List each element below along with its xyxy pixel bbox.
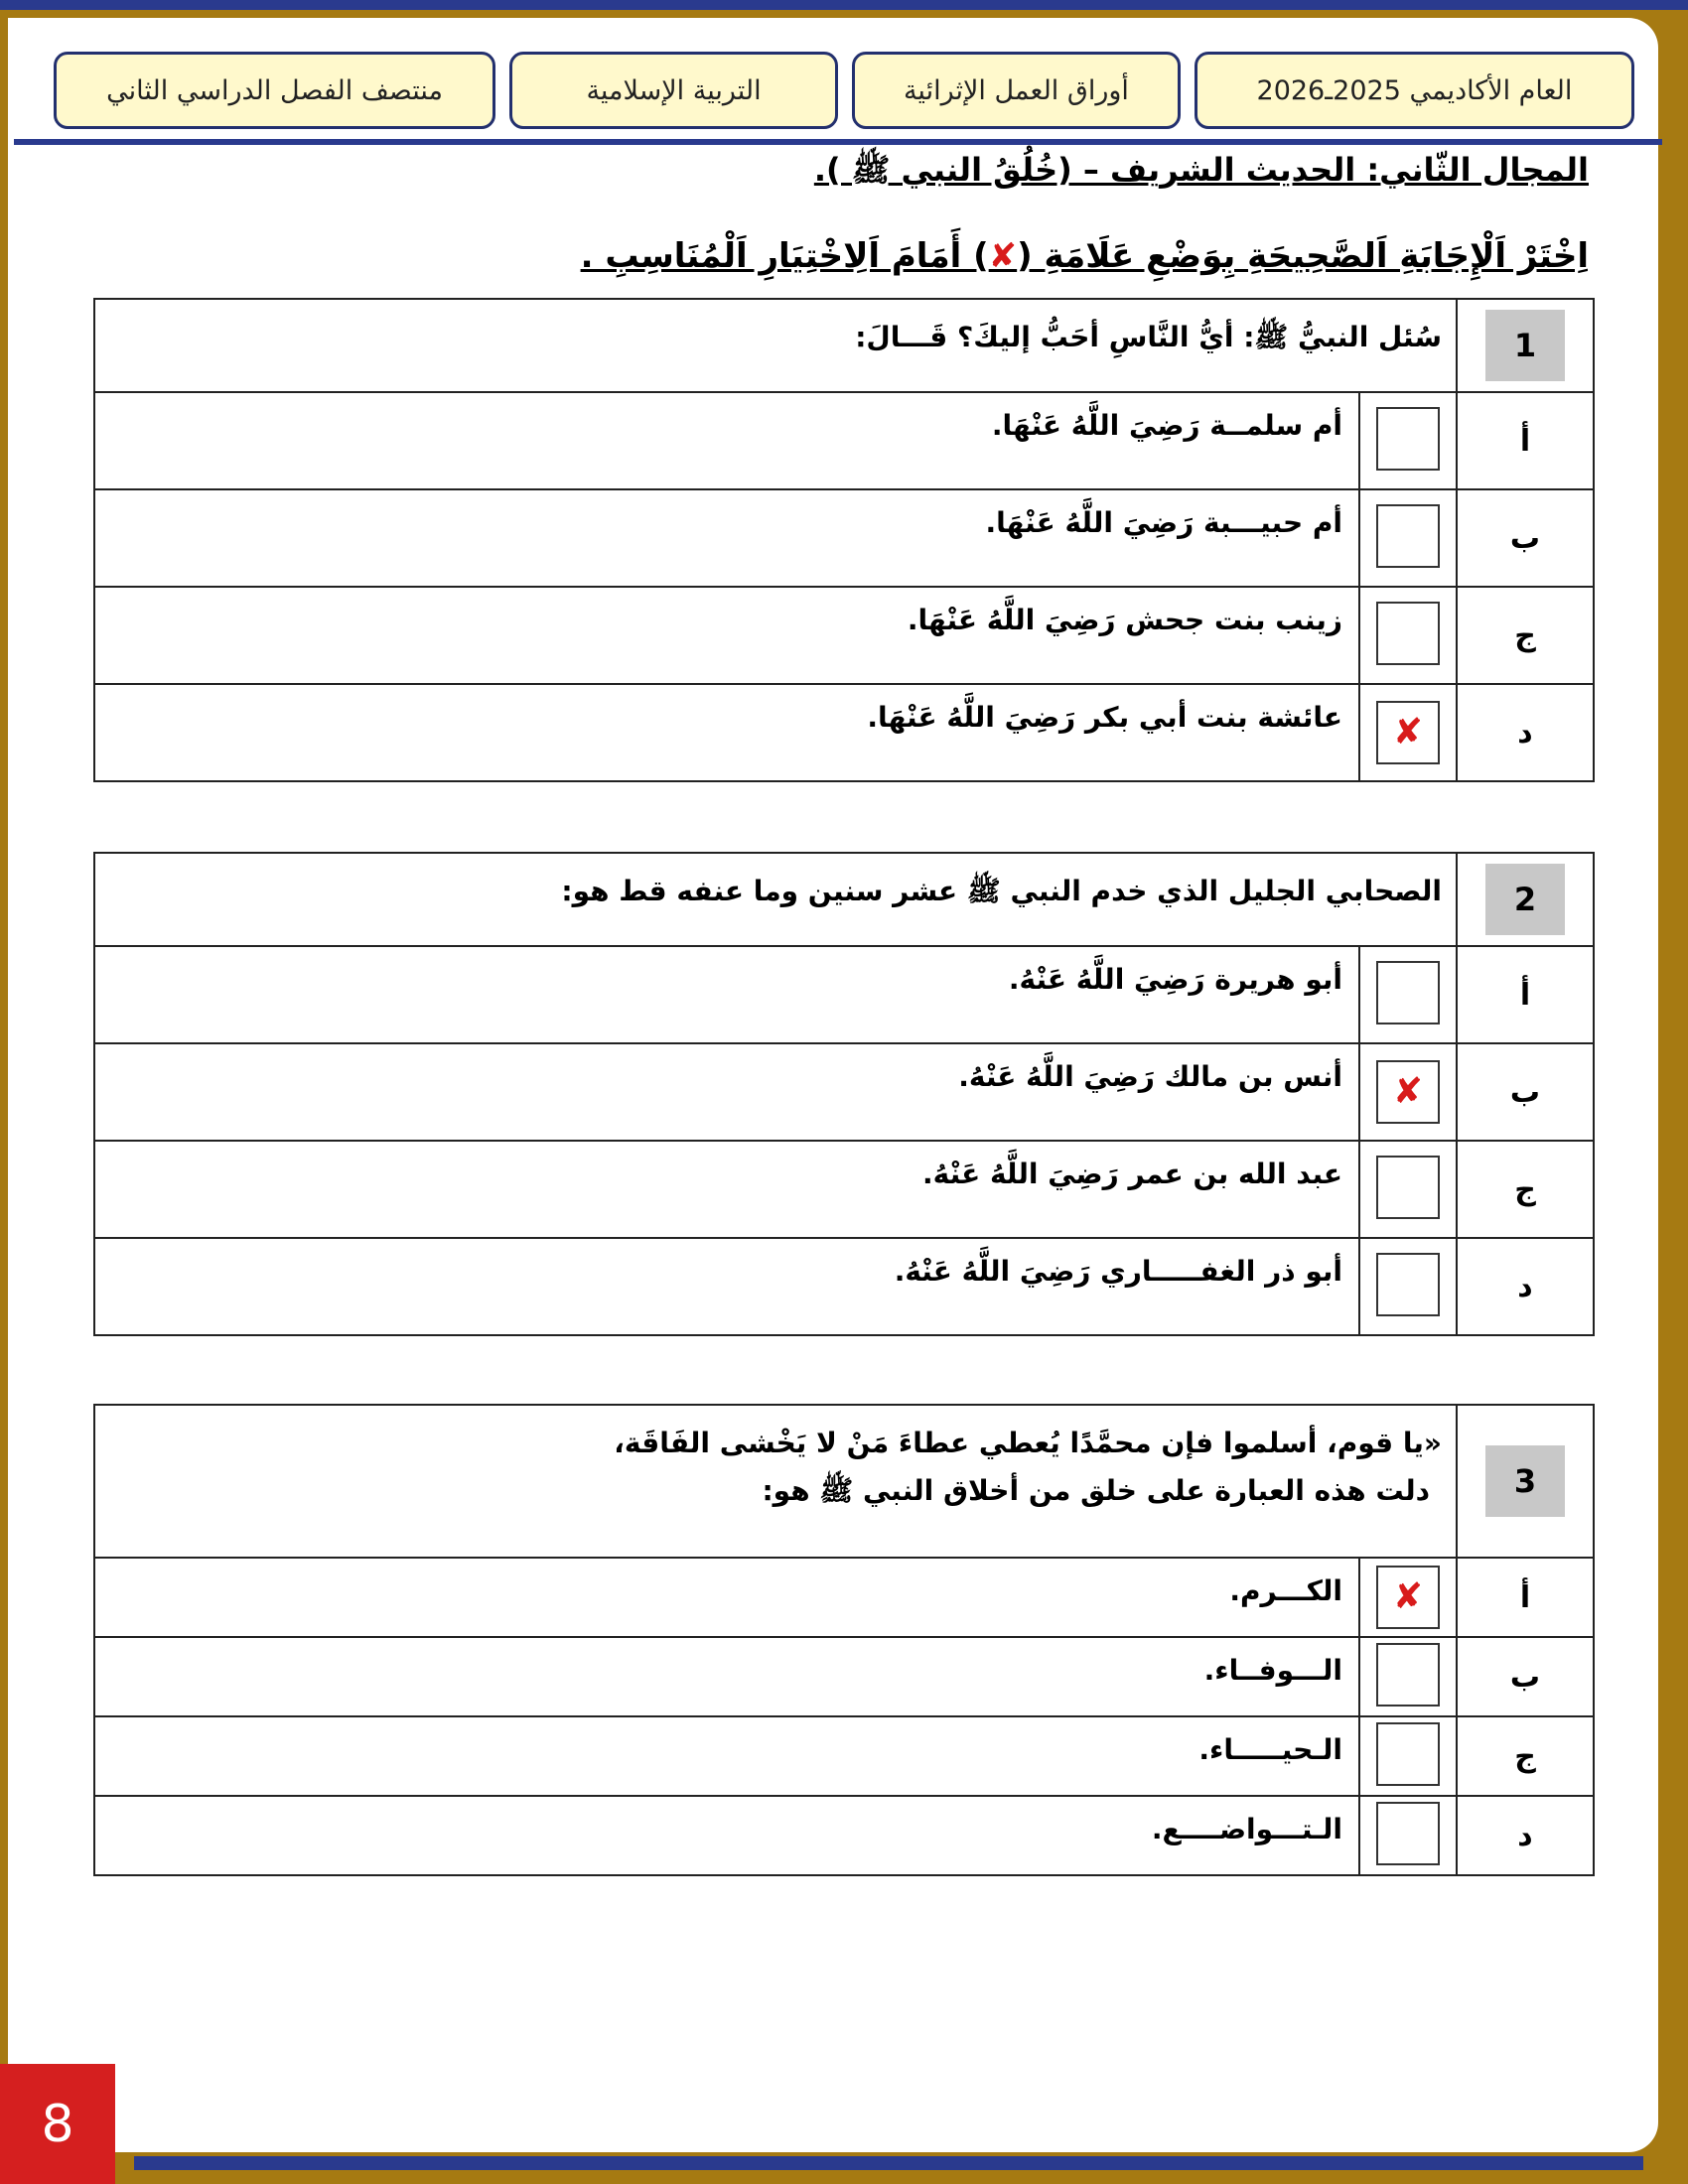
option-letter: أ xyxy=(1457,1558,1594,1637)
option-row xyxy=(94,684,1594,781)
question-number: 1 xyxy=(1485,310,1565,381)
option-row xyxy=(94,392,1594,489)
question-number-cell xyxy=(1457,1405,1594,1558)
option-text: عائشة بنت أبي بكر رَضِيَ اللَّهُ عَنْهَا. xyxy=(94,684,1359,781)
question-text: «يا قوم، أسلموا فإن محمَّدًا يُعطي عطاءَ مَنْ لا يَخْشى الفَاقَة، دلت هذه العبارة على خلق من أخلاق النبي ﷺ هو: xyxy=(94,1405,1457,1558)
option-row xyxy=(94,1637,1594,1716)
answer-checkbox[interactable] xyxy=(1376,1156,1440,1219)
option-letter: ج xyxy=(1457,1716,1594,1796)
subject-box: التربية الإسلامية xyxy=(509,52,838,129)
option-letter: أ xyxy=(1457,392,1594,489)
instruction-before: اِخْتَرْ اَلْإِجَابَةِ اَلصَّحِيحَةِ بِوَضْعِ عَلَامَةِ ( xyxy=(1017,236,1589,276)
answer-checkbox[interactable]: ✘ xyxy=(1376,1566,1440,1629)
option-row xyxy=(94,1238,1594,1335)
question-number-cell xyxy=(1457,853,1594,946)
academic-year-box: العام الأكاديمي 2025ـ2026 xyxy=(1195,52,1634,129)
question-2-table xyxy=(93,852,1595,1336)
question-1-table xyxy=(93,298,1595,782)
option-text: أم سلمــة رَضِيَ اللَّهُ عَنْهَا. xyxy=(94,392,1359,489)
bottom-bar xyxy=(134,2156,1643,2170)
option-row xyxy=(94,587,1594,684)
option-letter: أ xyxy=(1457,946,1594,1043)
term-box: منتصف الفصل الدراسي الثاني xyxy=(54,52,495,129)
question-text: الصحابي الجليل الذي خدم النبي ﷺ عشر سنين وما عنفه قط هو: xyxy=(94,853,1457,946)
answer-checkbox[interactable] xyxy=(1376,602,1440,665)
answer-checkbox[interactable]: ✘ xyxy=(1376,1060,1440,1124)
option-text: زينب بنت جحش رَضِيَ اللَّهُ عَنْهَا. xyxy=(94,587,1359,684)
option-text: أبو هريرة رَضِيَ اللَّهُ عَنْهُ. xyxy=(94,946,1359,1043)
option-letter: ب xyxy=(1457,1637,1594,1716)
page-number: 8 xyxy=(0,2064,115,2184)
option-letter: ج xyxy=(1457,1141,1594,1238)
option-letter: د xyxy=(1457,684,1594,781)
option-text: أبو ذر الغفـــــاري رَضِيَ اللَّهُ عَنْهُ. xyxy=(94,1238,1359,1335)
option-row xyxy=(94,1043,1594,1141)
answer-checkbox[interactable] xyxy=(1376,407,1440,471)
question-number: 2 xyxy=(1485,864,1565,935)
option-row xyxy=(94,946,1594,1043)
x-mark-icon: ✘ xyxy=(988,236,1018,276)
question-number-cell xyxy=(1457,299,1594,392)
option-row xyxy=(94,1796,1594,1875)
question-number: 3 xyxy=(1485,1445,1565,1517)
header-divider xyxy=(14,139,1662,145)
option-text: عبد الله بن عمر رَضِيَ اللَّهُ عَنْهُ. xyxy=(94,1141,1359,1238)
option-letter: ج xyxy=(1457,587,1594,684)
option-row xyxy=(94,1716,1594,1796)
section-title: المجال الثّاني: الحديث الشريف – (خُلُقُ النبي ﷺ ). xyxy=(813,151,1589,189)
answer-checkbox[interactable]: ✘ xyxy=(1376,701,1440,764)
answer-checkbox[interactable] xyxy=(1376,1802,1440,1865)
option-text: الـــوفــاء. xyxy=(94,1637,1359,1716)
header-bar xyxy=(54,52,1634,133)
answer-checkbox[interactable] xyxy=(1376,1722,1440,1786)
option-text: أنس بن مالك رَضِيَ اللَّهُ عَنْهُ. xyxy=(94,1043,1359,1141)
option-text: الـتـــواضــــع. xyxy=(94,1796,1359,1875)
question-3-table xyxy=(93,1404,1595,1876)
option-text: الكـــرم. xyxy=(94,1558,1359,1637)
answer-checkbox[interactable] xyxy=(1376,961,1440,1024)
option-letter: د xyxy=(1457,1238,1594,1335)
worksheets-box: أوراق العمل الإثرائية xyxy=(852,52,1181,129)
option-letter: د xyxy=(1457,1796,1594,1875)
option-letter: ب xyxy=(1457,489,1594,587)
option-text: أم حبيـــبة رَضِيَ اللَّهُ عَنْهَا. xyxy=(94,489,1359,587)
option-letter: ب xyxy=(1457,1043,1594,1141)
answer-checkbox[interactable] xyxy=(1376,1643,1440,1706)
instruction xyxy=(581,236,1589,276)
question-text: سُئل النبيُّ ﷺ: أيُّ النَّاسِ أحَبُّ إليكَ؟ قَـــالَ: xyxy=(94,299,1457,392)
instruction-after: ) أَمَامَ اَلِاخْتِيَارِ اَلْمُنَاسِبِ . xyxy=(580,236,989,276)
answer-checkbox[interactable] xyxy=(1376,1253,1440,1316)
option-row xyxy=(94,1558,1594,1637)
option-text: الـحيـــــاء. xyxy=(94,1716,1359,1796)
option-row xyxy=(94,489,1594,587)
answer-checkbox[interactable] xyxy=(1376,504,1440,568)
option-row xyxy=(94,1141,1594,1238)
